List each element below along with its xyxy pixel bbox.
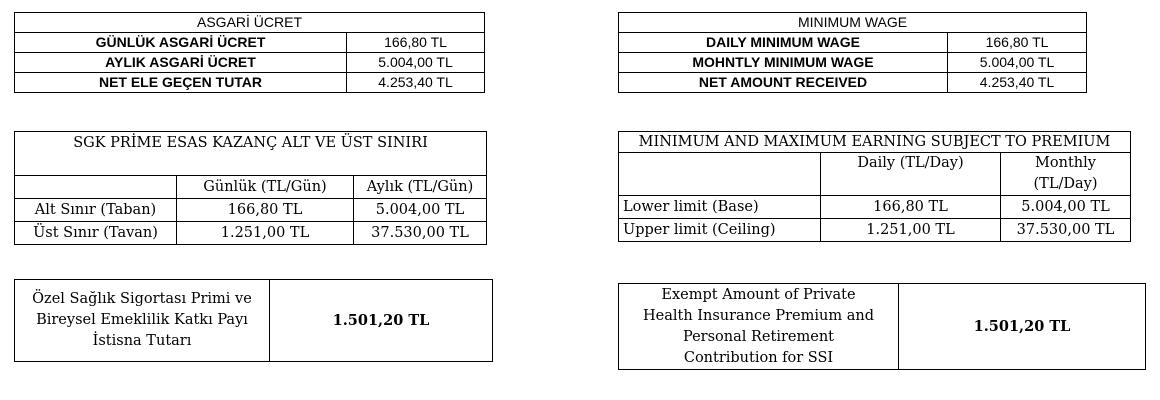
en-exempt-label-line: Personal Retirement (683, 328, 834, 345)
table-row (15, 222, 487, 245)
tr-limit-label: Üst Sınır (Tavan) (15, 222, 177, 245)
en-wage-label: NET AMOUNT RECEIVED (619, 73, 948, 93)
tr-exempt-label-line: Özel Sağlık Sigortası Primi ve (32, 291, 252, 307)
tr-wage-title: ASGARİ ÜCRET (15, 13, 485, 33)
en-limit-daily: 1.251,00 TL (821, 219, 1001, 242)
en-limit-daily: 166,80 TL (821, 196, 1001, 219)
table-row (619, 219, 1131, 242)
tr-limit-monthly: 37.530,00 TL (354, 222, 487, 245)
table-row (15, 33, 485, 53)
table-row (15, 199, 487, 222)
table-row (15, 53, 485, 73)
en-wage-title: MINIMUM WAGE (619, 13, 1087, 33)
tr-limit-daily: 1.251,00 TL (177, 222, 354, 245)
tr-minimum-wage-table (14, 12, 485, 93)
en-wage-value: 166,80 TL (948, 33, 1087, 53)
tr-limit-monthly: 5.004,00 TL (354, 199, 487, 222)
table-row (619, 73, 1087, 93)
en-daily-header: Daily (TL/Day) (821, 153, 1001, 196)
tr-limit-daily: 166,80 TL (177, 199, 354, 222)
en-limit-monthly: 5.004,00 TL (1001, 196, 1131, 219)
en-monthly-header-line: Monthly (1035, 155, 1096, 171)
en-exempt-label-line: Health Insurance Premium and (643, 307, 874, 324)
en-limit-monthly: 37.530,00 TL (1001, 219, 1131, 242)
tr-daily-header: Günlük (TL/Gün) (177, 176, 354, 199)
tr-exempt-label-line: İstisna Tutarı (92, 333, 192, 349)
tr-wage-label: AYLIK ASGARİ ÜCRET (15, 53, 347, 73)
en-monthly-header-line: (TL/Day) (1033, 176, 1098, 192)
en-minimum-wage-table (618, 12, 1087, 93)
en-exempt-label-line: Exempt Amount of Private (661, 286, 856, 303)
tr-exempt-label-line: Bireysel Emeklilik Katkı Payı (36, 312, 248, 328)
table-row (619, 53, 1087, 73)
en-monthly-header (1001, 153, 1131, 196)
en-wage-value: 5.004,00 TL (948, 53, 1087, 73)
tr-wage-value: 5.004,00 TL (347, 53, 485, 73)
empty-cell (619, 153, 821, 196)
tr-premium-limits-table (14, 131, 487, 245)
en-exempt-label (619, 284, 899, 370)
en-wage-label: MOHNTLY MINIMUM WAGE (619, 53, 948, 73)
tr-limit-label: Alt Sınır (Taban) (15, 199, 177, 222)
empty-cell (15, 176, 177, 199)
en-limit-label: Upper limit (Ceiling) (619, 219, 821, 242)
en-wage-value: 4.253,40 TL (948, 73, 1087, 93)
tr-wage-label: GÜNLÜK ASGARİ ÜCRET (15, 33, 347, 53)
table-row (619, 196, 1131, 219)
table-row (619, 33, 1087, 53)
en-limit-label: Lower limit (Base) (619, 196, 821, 219)
tr-wage-value: 4.253,40 TL (347, 73, 485, 93)
tr-exempt-value: 1.501,20 TL (270, 280, 493, 362)
en-exempt-amount-table (618, 283, 1146, 370)
tr-premium-title: SGK PRİME ESAS KAZANÇ ALT VE ÜST SINIRI (15, 132, 487, 176)
tr-exempt-label (15, 280, 270, 362)
tr-exempt-amount-table (14, 279, 493, 362)
en-wage-label: DAILY MINIMUM WAGE (619, 33, 948, 53)
tr-wage-label: NET ELE GEÇEN TUTAR (15, 73, 347, 93)
tr-wage-value: 166,80 TL (347, 33, 485, 53)
en-exempt-value: 1.501,20 TL (899, 284, 1146, 370)
tr-monthly-header: Aylık (TL/Gün) (354, 176, 487, 199)
en-exempt-label-line: Contribution for SSI (683, 349, 834, 366)
en-premium-title: MINIMUM AND MAXIMUM EARNING SUBJECT TO PREMIUM (619, 132, 1131, 153)
table-row (15, 73, 485, 93)
en-premium-limits-table (618, 131, 1131, 242)
